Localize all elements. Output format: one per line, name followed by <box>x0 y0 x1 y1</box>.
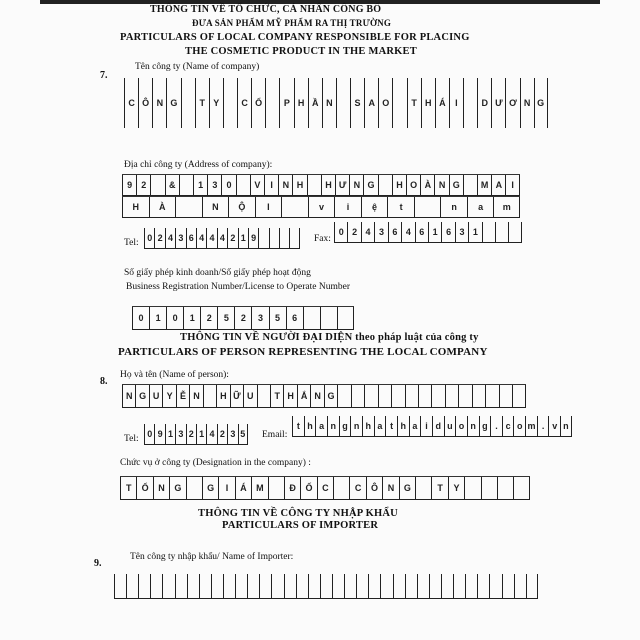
char-box: H <box>321 175 335 195</box>
char-box: 4 <box>401 222 414 242</box>
char-box <box>405 574 417 598</box>
char-box: H <box>421 78 435 128</box>
char-box: v <box>548 416 560 436</box>
char-box <box>502 574 514 598</box>
char-box: v <box>308 197 335 217</box>
char-box <box>211 574 223 598</box>
char-box: Y <box>448 477 464 499</box>
section-9-number: 9. <box>94 558 102 569</box>
char-box <box>271 574 283 598</box>
char-box: 2 <box>217 424 227 444</box>
char-box: Á <box>435 78 449 128</box>
char-box: n <box>467 416 479 436</box>
char-box: 9 <box>248 228 258 248</box>
char-box <box>337 385 350 407</box>
char-box: N <box>520 78 534 128</box>
char-box <box>257 385 270 407</box>
char-box: Ổ <box>136 477 152 499</box>
char-box: n <box>440 197 467 217</box>
char-box: 5 <box>238 424 248 444</box>
char-box: P <box>279 78 293 128</box>
char-box <box>320 574 332 598</box>
char-box: G <box>399 477 415 499</box>
char-box <box>393 574 405 598</box>
char-box: 1 <box>183 307 200 329</box>
char-box <box>223 78 237 128</box>
char-box <box>414 197 441 217</box>
char-box: & <box>165 175 179 195</box>
char-box <box>186 477 202 499</box>
char-box: C <box>237 78 251 128</box>
char-box <box>162 574 174 598</box>
char-box: t <box>385 416 397 436</box>
char-box: 9 <box>122 175 136 195</box>
char-box: Ầ <box>308 78 322 128</box>
char-box: 3 <box>207 175 221 195</box>
char-box: A <box>364 78 378 128</box>
char-box <box>526 574 538 598</box>
char-box <box>497 477 513 499</box>
char-box: G <box>202 477 218 499</box>
char-box <box>307 175 321 195</box>
char-box <box>114 574 126 598</box>
char-box: C <box>317 477 333 499</box>
char-box <box>265 78 279 128</box>
char-box: 4 <box>196 228 206 248</box>
char-box <box>415 477 431 499</box>
char-box: I <box>449 78 463 128</box>
char-box: Đ <box>284 477 300 499</box>
char-box: 3 <box>251 307 268 329</box>
char-box <box>199 574 211 598</box>
license-label-vi: Số giấy phép kinh doanh/Số giấy phép hoạt động <box>124 268 311 278</box>
char-box <box>289 228 299 248</box>
char-box: 1 <box>468 222 481 242</box>
char-box: h <box>397 416 409 436</box>
char-box <box>453 574 465 598</box>
char-box <box>378 385 391 407</box>
person-email-field[interactable] <box>292 416 572 437</box>
person-name-label: Họ và tên (Name of person): <box>120 370 229 380</box>
char-box: 0 <box>144 424 154 444</box>
char-box <box>463 78 477 128</box>
char-box <box>482 222 495 242</box>
char-box: 4 <box>206 228 216 248</box>
char-box: G <box>135 385 148 407</box>
char-box <box>463 175 477 195</box>
char-box <box>247 574 259 598</box>
char-box: N <box>310 385 323 407</box>
char-box: 9 <box>154 424 164 444</box>
char-box: T <box>431 477 447 499</box>
char-box: I <box>218 477 234 499</box>
char-box <box>464 477 480 499</box>
char-box: 2 <box>347 222 360 242</box>
char-box: Y <box>209 78 223 128</box>
char-box: 2 <box>186 424 196 444</box>
char-box: 4 <box>217 228 227 248</box>
char-box <box>268 477 284 499</box>
char-box: T <box>270 385 283 407</box>
char-box: I <box>505 175 519 195</box>
char-box: N <box>122 385 135 407</box>
char-box: O <box>406 175 420 195</box>
importer-title-vi: THÔNG TIN VỀ CÔNG TY NHẬP KHẨU <box>198 508 398 519</box>
char-box: 5 <box>269 307 286 329</box>
char-box: o <box>455 416 467 436</box>
company-name-label: Tên công ty (Name of company) <box>135 62 260 72</box>
char-box: 6 <box>286 307 303 329</box>
char-box <box>477 574 489 598</box>
char-box <box>332 574 344 598</box>
char-box: 3 <box>175 424 185 444</box>
company-address-label: Địa chỉ công ty (Address of company): <box>124 160 273 170</box>
char-box: T <box>120 477 136 499</box>
designation-label: Chức vụ ở công ty (Designation in the company) : <box>120 458 311 468</box>
char-box: A <box>491 175 505 195</box>
char-box: À <box>420 175 434 195</box>
company-address-line-2[interactable] <box>122 196 520 218</box>
char-box: G <box>166 78 180 128</box>
char-box: 2 <box>234 307 251 329</box>
char-box: V <box>250 175 264 195</box>
char-box: 2 <box>154 228 164 248</box>
char-box <box>223 574 235 598</box>
header-line-4: THE COSMETIC PRODUCT IN THE MARKET <box>185 46 417 57</box>
char-box <box>405 385 418 407</box>
char-box <box>485 385 498 407</box>
char-box <box>417 574 429 598</box>
license-label-en: Business Registration Number/License to Operate Number <box>126 282 350 292</box>
person-tel-label: Tel: <box>124 434 139 444</box>
char-box: C <box>349 477 365 499</box>
char-box: ệ <box>361 197 388 217</box>
char-box: 6 <box>441 222 454 242</box>
char-box: S <box>350 78 364 128</box>
char-box: Ư <box>491 78 505 128</box>
char-box: 3 <box>227 424 237 444</box>
char-box: N <box>189 385 202 407</box>
email-label: Email: <box>262 430 288 440</box>
char-box: 5 <box>217 307 234 329</box>
fax-label: Fax: <box>314 234 331 244</box>
char-box: 2 <box>136 175 150 195</box>
char-box <box>429 574 441 598</box>
char-box <box>279 228 289 248</box>
char-box <box>181 78 195 128</box>
char-box: U <box>149 385 162 407</box>
char-box: G <box>534 78 548 128</box>
header-line-3: PARTICULARS OF LOCAL COMPANY RESPONSIBLE FOR PLACING <box>120 32 470 43</box>
char-box <box>380 574 392 598</box>
char-box <box>378 175 392 195</box>
char-box: M <box>477 175 491 195</box>
char-box: Ắ <box>297 385 310 407</box>
char-box <box>138 574 150 598</box>
char-box <box>458 385 471 407</box>
designation-field[interactable] <box>120 476 530 500</box>
char-box: Ư <box>335 175 349 195</box>
char-box <box>235 574 247 598</box>
char-box: N <box>153 477 169 499</box>
header-line-2: ĐƯA SẢN PHẨM MỸ PHẨM RA THỊ TRƯỜNG <box>192 18 392 28</box>
char-box <box>445 385 458 407</box>
char-box <box>296 574 308 598</box>
char-box: Y <box>162 385 175 407</box>
char-box <box>512 385 525 407</box>
char-box: O <box>378 78 392 128</box>
char-box <box>336 78 350 128</box>
char-box: g <box>339 416 351 436</box>
char-box <box>258 228 268 248</box>
company-fax-field[interactable] <box>334 222 522 243</box>
representative-title-en: PARTICULARS OF PERSON REPRESENTING THE LOCAL COMPANY <box>118 346 488 358</box>
char-box: 0 <box>132 307 149 329</box>
char-box: a <box>315 416 327 436</box>
char-box: À <box>149 197 176 217</box>
char-box: 1 <box>428 222 441 242</box>
char-box: m <box>525 416 537 436</box>
char-box: H <box>216 385 229 407</box>
char-box: Ô <box>138 78 152 128</box>
char-box: G <box>324 385 337 407</box>
char-box: 6 <box>415 222 428 242</box>
char-box <box>499 385 512 407</box>
char-box: H <box>122 197 149 217</box>
char-box: 0 <box>334 222 347 242</box>
char-box: 6 <box>388 222 401 242</box>
char-box: n <box>350 416 362 436</box>
char-box: N <box>202 197 229 217</box>
char-box <box>281 197 308 217</box>
char-box <box>489 574 501 598</box>
char-box <box>513 477 529 499</box>
char-box: N <box>434 175 448 195</box>
char-box: 3 <box>175 228 185 248</box>
char-box: . <box>490 416 502 436</box>
char-box: I <box>264 175 278 195</box>
char-box <box>175 574 187 598</box>
char-box <box>364 385 377 407</box>
license-number-field[interactable] <box>132 306 354 330</box>
char-box: M <box>251 477 267 499</box>
char-box: 3 <box>455 222 468 242</box>
char-box: 4 <box>361 222 374 242</box>
char-box: a <box>467 197 494 217</box>
char-box <box>472 385 485 407</box>
char-box <box>368 574 380 598</box>
char-box: G <box>449 175 463 195</box>
char-box: d <box>432 416 444 436</box>
char-box: 1 <box>149 307 166 329</box>
person-name-field[interactable] <box>122 384 526 408</box>
char-box: G <box>363 175 377 195</box>
char-box: C <box>124 78 138 128</box>
char-box <box>344 574 356 598</box>
char-box <box>495 222 508 242</box>
char-box: Ộ <box>228 197 255 217</box>
char-box <box>308 574 320 598</box>
importer-name-label: Tên công ty nhập khẩu/ Name of Importer: <box>130 552 294 562</box>
company-tel-field[interactable] <box>144 228 300 249</box>
char-box: 1 <box>165 424 175 444</box>
char-box <box>392 78 406 128</box>
char-box: a <box>409 416 421 436</box>
char-box <box>179 175 193 195</box>
char-box <box>431 385 444 407</box>
char-box: N <box>152 78 166 128</box>
char-box <box>269 228 279 248</box>
char-box <box>418 385 431 407</box>
char-box <box>236 175 250 195</box>
char-box: Á <box>235 477 251 499</box>
char-box <box>259 574 271 598</box>
char-box: . <box>537 416 549 436</box>
char-box: H <box>283 385 296 407</box>
char-box <box>508 222 521 242</box>
char-box <box>514 574 526 598</box>
char-box: I <box>255 197 282 217</box>
char-box: Ố <box>300 477 316 499</box>
char-box <box>351 385 364 407</box>
char-box: 1 <box>193 175 207 195</box>
char-box <box>441 574 453 598</box>
char-box: 0 <box>221 175 235 195</box>
char-box: Ễ <box>176 385 189 407</box>
char-box: 2 <box>200 307 217 329</box>
char-box: n <box>560 416 572 436</box>
char-box <box>126 574 138 598</box>
char-box <box>284 574 296 598</box>
char-box: a <box>374 416 386 436</box>
char-box: 6 <box>186 228 196 248</box>
char-box <box>303 307 320 329</box>
char-box: Ô <box>366 477 382 499</box>
company-name-field[interactable] <box>124 78 548 128</box>
char-box: u <box>444 416 456 436</box>
char-box <box>481 477 497 499</box>
char-box: 4 <box>206 424 216 444</box>
char-box: n <box>327 416 339 436</box>
char-box: h <box>304 416 316 436</box>
char-box: U <box>243 385 256 407</box>
person-tel-field[interactable] <box>144 424 248 445</box>
char-box: c <box>502 416 514 436</box>
char-box: Ổ <box>251 78 265 128</box>
header-line-1: THÔNG TIN VỀ TỔ CHỨC, CÁ NHÂN CÔNG BỐ <box>150 4 382 15</box>
char-box <box>391 385 404 407</box>
char-box: o <box>513 416 525 436</box>
char-box: N <box>322 78 336 128</box>
char-box: D <box>477 78 491 128</box>
char-box <box>356 574 368 598</box>
char-box: 3 <box>374 222 387 242</box>
char-box: H <box>392 175 406 195</box>
importer-name-field[interactable] <box>114 574 538 599</box>
char-box <box>320 307 337 329</box>
char-box: H <box>292 175 306 195</box>
char-box: 2 <box>227 228 237 248</box>
char-box: T <box>407 78 421 128</box>
char-box: m <box>493 197 520 217</box>
char-box <box>175 197 202 217</box>
char-box: N <box>349 175 363 195</box>
char-box: T <box>195 78 209 128</box>
section-8-number: 8. <box>100 376 108 387</box>
char-box: Ữ <box>230 385 243 407</box>
char-box: i <box>334 197 361 217</box>
char-box: t <box>387 197 414 217</box>
char-box: 4 <box>165 228 175 248</box>
importer-title-en: PARTICULARS OF IMPORTER <box>222 520 379 531</box>
char-box: 1 <box>196 424 206 444</box>
char-box <box>203 385 216 407</box>
char-box: G <box>169 477 185 499</box>
char-box <box>150 175 164 195</box>
char-box: t <box>292 416 304 436</box>
company-address-line-1[interactable] <box>122 174 520 196</box>
char-box: 1 <box>238 228 248 248</box>
char-box: g <box>479 416 491 436</box>
tel-label: Tel: <box>124 238 139 248</box>
char-box <box>150 574 162 598</box>
char-box: h <box>362 416 374 436</box>
char-box: i <box>420 416 432 436</box>
representative-title-vi: THÔNG TIN VỀ NGƯỜI ĐẠI DIỆN theo pháp luật của công ty <box>180 332 479 343</box>
char-box <box>333 477 349 499</box>
char-box: 0 <box>144 228 154 248</box>
char-box: H <box>294 78 308 128</box>
char-box <box>465 574 477 598</box>
char-box <box>337 307 354 329</box>
char-box <box>187 574 199 598</box>
char-box: Ơ <box>505 78 519 128</box>
section-7-number: 7. <box>100 70 108 81</box>
char-box: N <box>278 175 292 195</box>
char-box: 0 <box>166 307 183 329</box>
char-box: N <box>382 477 398 499</box>
